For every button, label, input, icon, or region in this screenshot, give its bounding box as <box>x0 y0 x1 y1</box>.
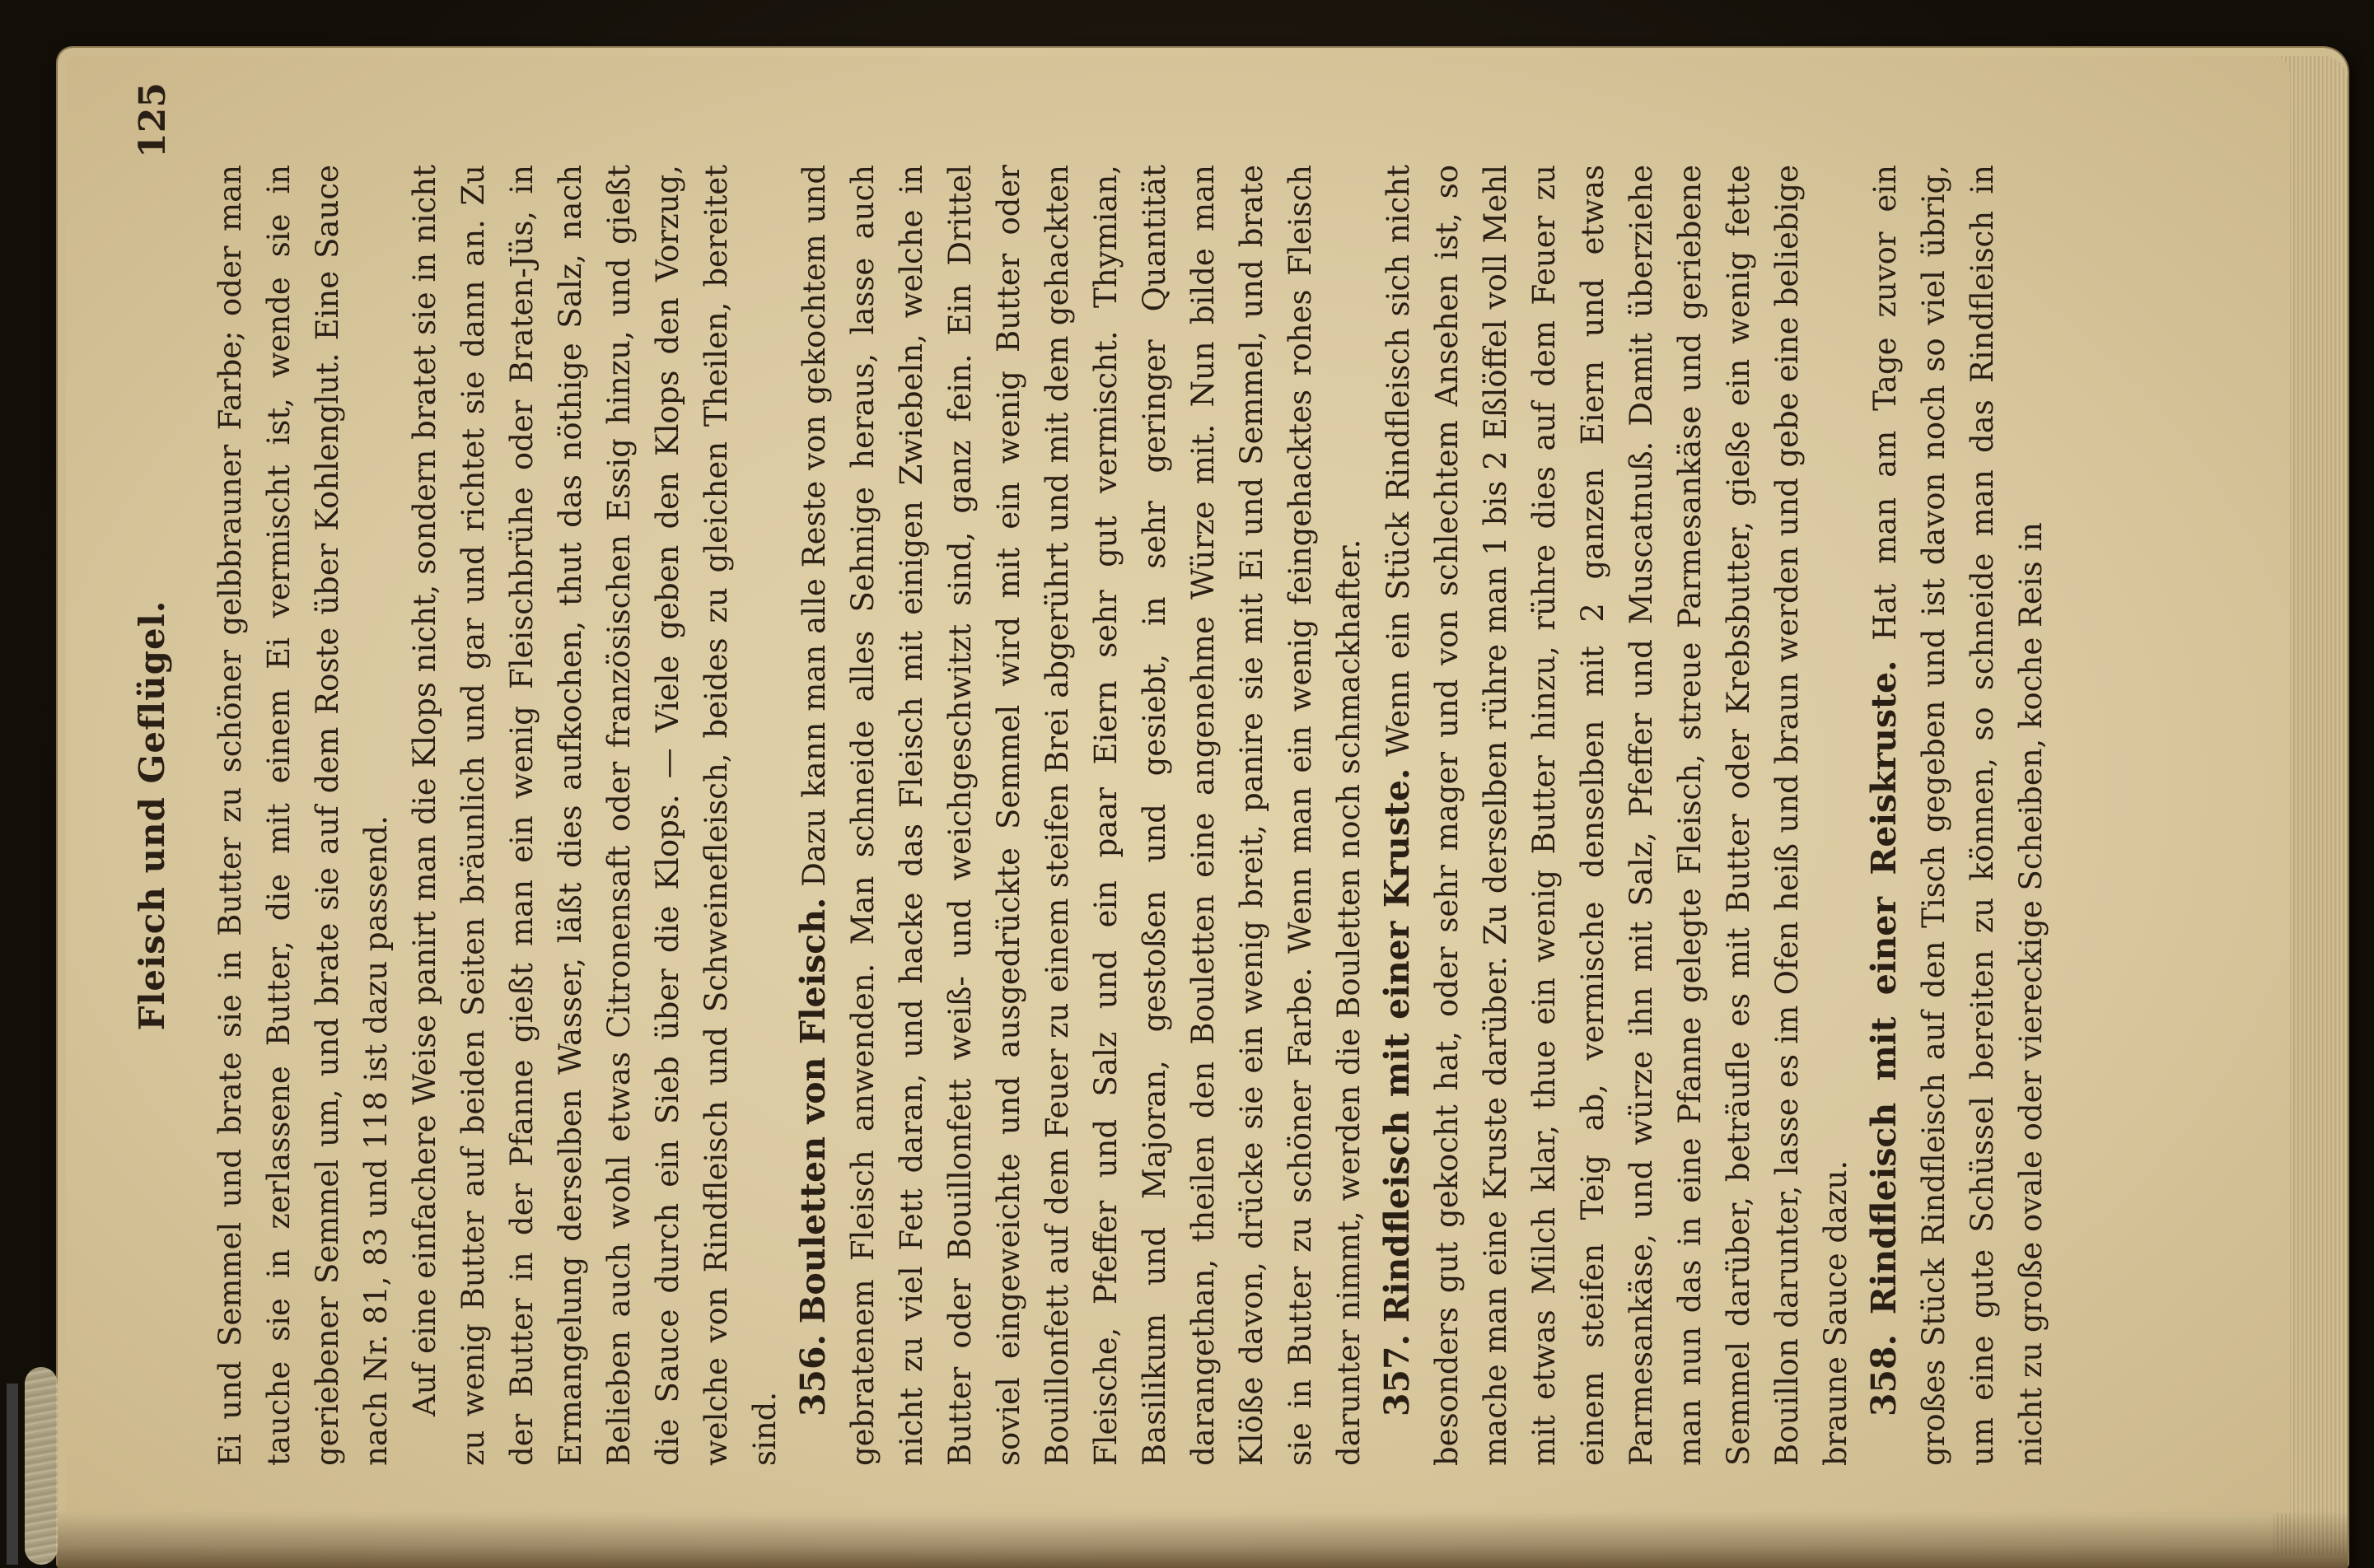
ruler-strip <box>7 1384 18 1565</box>
recipe-356 <box>789 165 1373 1466</box>
recipe-357-title: Rindfleisch mit einer Kruste. <box>1377 768 1417 1323</box>
recipe-358-title: Rindfleisch mit einer Reiskruste. <box>1864 660 1904 1315</box>
recipe-357-number: 357. <box>1377 1334 1417 1416</box>
bookmark-thread <box>25 1367 58 1565</box>
recipe-357-text: Wenn ein Stück Rindfleisch sich nicht besonders gut gekocht hat, oder sehr mager und von schlechtem Ansehen ist, so mache man eine Kruste darüber. Zu derselben rühre man 1 bis 2 Eßlöffel voll Mehl mit etwas Milch klar, thue ein wenig Butter hinzu, rühre dies auf dem Feuer zu einem steifen Teig ab, vermische denselben mit 2 ganzen Eiern und etwas Parmesankäse, und würze ihn mit Salz, Pfeffer und Muscatnuß. Damit überziehe man nun das in eine Pfanne gelegte Fleisch, streue Parmesankäse und geriebene Semmel darüber, beträufle es mit Butter oder Krebsbutter, gieße ein wenig fette Bouillon darunter, lasse es im Ofen heiß und braun werden und gebe eine beliebige braune Sauce dazu. <box>1381 164 1853 1466</box>
recipe-358 <box>1860 165 2055 1466</box>
paragraph-klops-end: Ei und Semmel und brate sie in Butter zu schöner gelbbrauner Farbe; oder man tauche sie in zerlassene Butter, die mit einem Ei vermischt ist, wende sie in geriebener Semmel um, und brate sie auf dem Roste über Kohlenglut. Eine Sauce nach Nr. 81, 83 und 118 ist dazu passend. <box>213 165 394 1466</box>
recipe-357 <box>1373 165 1860 1466</box>
spine-shadow <box>58 1510 2348 1568</box>
recipe-358-text: Hat man am Tage zuvor ein großes Stück Rindfleisch auf den Tisch gegeben und ist davon noch so viel übrig, um eine gute Schüssel bereiten zu können, so schneide man das Rindfleisch in nicht zu große ovale oder viereckige Scheiben, koche Reis in <box>1867 165 2049 1466</box>
rotated-page-content <box>132 82 2224 1466</box>
page-number: 125 <box>132 82 174 158</box>
recipe-358-number: 358. <box>1864 1334 1904 1416</box>
paragraph-klops-simple: Auf eine einfachere Weise panirt man die Klops nicht, sondern bratet sie in nicht zu wenig Butter auf beiden Seiten bräunlich und gar und richtet sie dann an. Zu der Butter in der Pfanne gießt man ein wenig Fleischbrühe oder Braten-Jüs, in Ermangelung derselben Wasser, läßt dies aufkochen, thut das nöthige Salz, nach Belieben auch wohl etwas Citronensaft oder französischen Essig hinzu, und gießt die Sauce durch ein Sieb über die Klops. — Viele geben den Klops den Vorzug, welche von Rindfleisch und Schweinefleisch, beides zu gleichen Theilen, bereitet sind. <box>407 165 783 1466</box>
recipe-356-number: 356. <box>793 1334 833 1416</box>
recipe-356-text: Dazu kann man alle Reste von gekochtem und gebratenem Fleisch anwenden. Man schneide alles Sehnige heraus, lasse auch nicht zu viel Fett daran, und hacke das Fleisch mit einigen Zwiebeln, welche in Butter oder Bouillonfett weiß- und weichgeschwitzt sind, ganz fein. Ein Drittel soviel eingeweichte und ausgedrückte Semmel wird mit ein wenig Butter oder Bouillonfett auf dem Feuer zu einem steifen Brei abgerührt und mit dem gehackten Fleische, Pfeffer und Salz und ein paar Eiern sehr gut vermischt. Thymian, Basilikum und Majoran, gestoßen und gesiebt, in sehr geringer Quantität darangethan, theilen den Bouletten eine angenehme Würze mit. Nun bilde man Klöße davon, drücke sie ein wenig breit, panire sie mit Ei und Semmel, und brate sie in Butter zu schöner Farbe. Wenn man ein wenig feingehacktes rohes Fleisch darunter nimmt, werden die Bouletten noch schmackhafter. <box>797 164 1367 1466</box>
running-head-title: Fleisch und Geflügel. <box>132 600 172 1031</box>
page-body <box>206 165 2055 1466</box>
recipe-356-title: Bouletten von Fleisch. <box>793 897 833 1324</box>
running-head <box>132 82 189 1466</box>
